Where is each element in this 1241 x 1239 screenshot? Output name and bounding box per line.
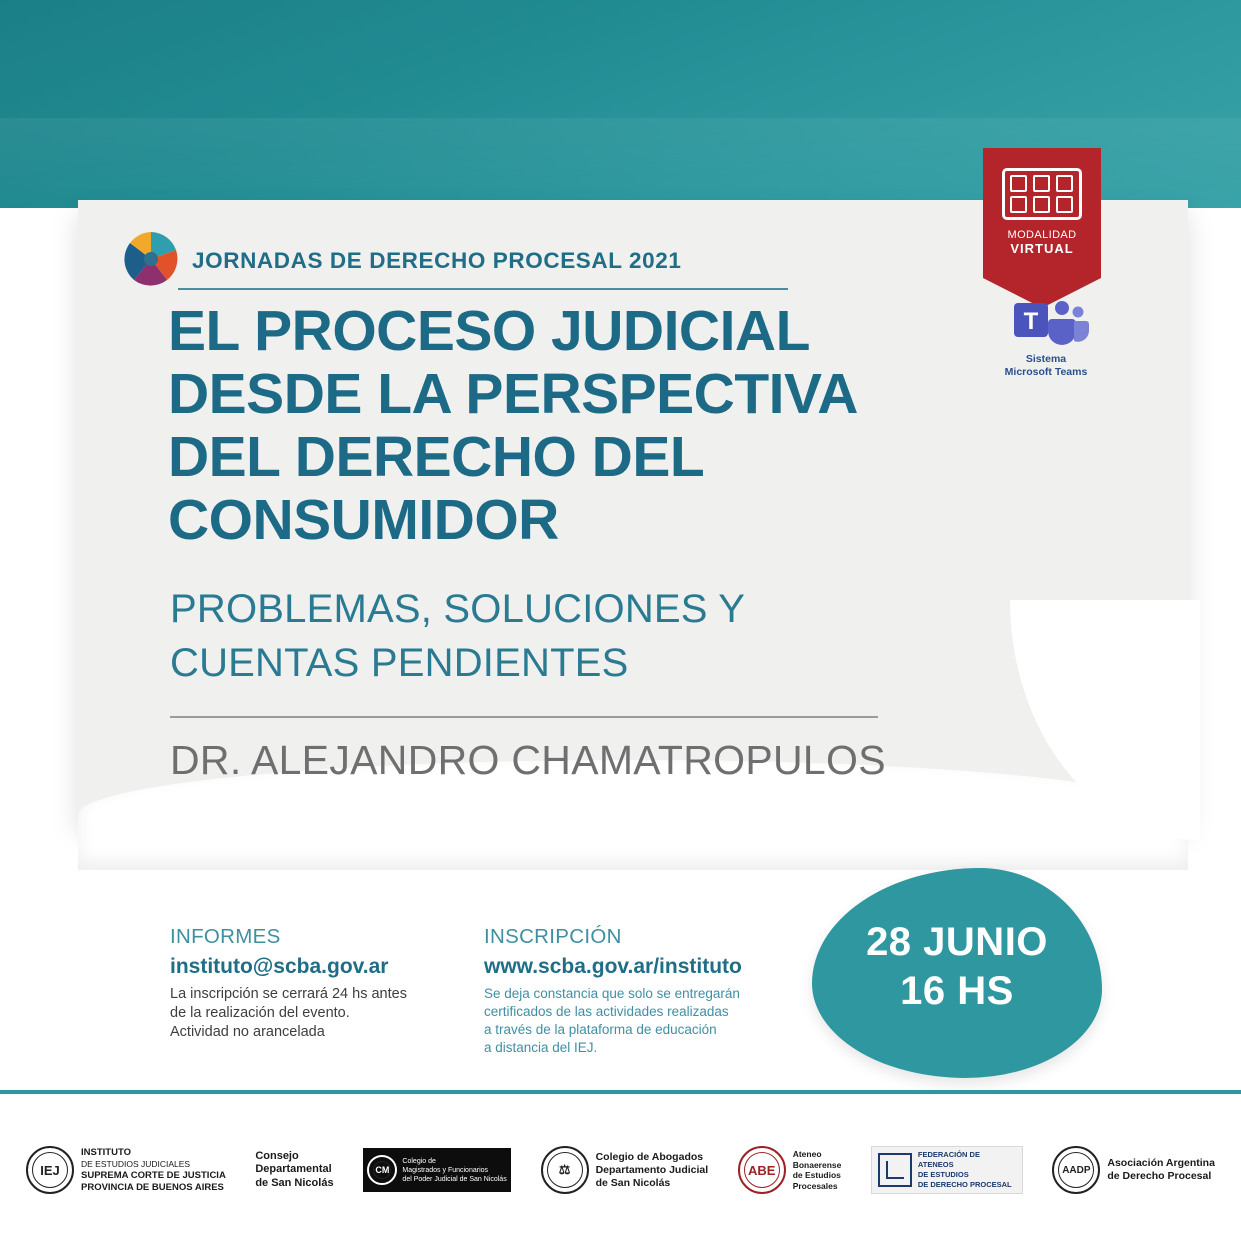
- sponsor-abogados-line3: de San Nicolás: [595, 1176, 671, 1189]
- sponsor-consejo-text: [255, 1150, 333, 1191]
- informes-title: INFORMES: [170, 925, 281, 948]
- sponsor-magistrados-line3: del Poder Judicial de San Nicolás: [402, 1175, 507, 1183]
- inscripcion-note: [484, 985, 814, 1057]
- sponsor-consejo-line3: de San Nicolás: [255, 1176, 334, 1189]
- inscripcion-note-line1: Se deja constancia que solo se entregarán: [484, 986, 740, 1001]
- sponsor-ateneo-line4: Procesales: [792, 1180, 838, 1191]
- eyebrow-title: JORNADAS DE DERECHO PROCESAL 2021: [192, 248, 682, 273]
- date-line2: 16 HS: [900, 969, 1014, 1013]
- sponsor-federacion-line1: FEDERACIÓN DE ATENEOS: [917, 1150, 980, 1169]
- inscripcion-block: [484, 925, 814, 1057]
- inscripcion-url[interactable]: www.scba.gov.ar/instituto: [484, 955, 742, 978]
- microsoft-teams-badge: [1000, 295, 1092, 383]
- page-title: EL PROCESO JUDICIAL DESDE LA PERSPECTIVA DEL DERECHO DEL CONSUMIDOR: [168, 299, 856, 552]
- teams-caption: [992, 353, 1100, 379]
- teams-caption-line1: Sistema: [1025, 353, 1067, 365]
- speaker-divider: [170, 716, 878, 718]
- sponsor-federacion-line3: DE DERECHO PROCESAL: [917, 1180, 1012, 1189]
- inscripcion-note-line2: certificados de las actividades realizadas: [484, 1004, 729, 1019]
- inscripcion-title: INSCRIPCIÓN: [484, 925, 622, 948]
- sponsor-magistrados-line2: Magistrados y Funcionarios: [402, 1166, 489, 1174]
- iej-logo-icon: [122, 230, 180, 288]
- sponsor-iej-line3: SUPREMA CORTE DE JUSTICIA: [81, 1170, 226, 1181]
- informes-block: [170, 925, 460, 1042]
- svg-text:T: T: [1023, 308, 1039, 335]
- ribbon-label: [983, 228, 1101, 256]
- sponsor-iej-text: [81, 1147, 226, 1193]
- instituto-estudios-judiciales-seal-icon: IEJ: [26, 1146, 74, 1194]
- ribbon-body: [983, 148, 1101, 278]
- video-grid-icon: [1002, 168, 1082, 220]
- sponsor-magistrados: [363, 1148, 511, 1192]
- sponsor-list: [0, 1125, 1241, 1215]
- date-line1: 28 JUNIO: [866, 920, 1048, 964]
- sponsor-aadp: [1052, 1146, 1215, 1194]
- sponsor-aadp-line1: Asociación Argentina: [1107, 1157, 1215, 1169]
- sponsor-ateneo-line2: Bonaerense: [792, 1159, 842, 1170]
- sponsor-consejo-line1: Consejo: [255, 1149, 299, 1162]
- sponsor-aadp-text: [1107, 1157, 1215, 1183]
- microsoft-teams-icon: [1000, 295, 1092, 351]
- inscripcion-note-line3: a través de la plataforma de educación: [484, 1022, 717, 1037]
- ribbon-label-bottom: VIRTUAL: [1010, 241, 1074, 256]
- federacion-ateneos-logo-icon: [871, 1146, 1023, 1194]
- sponsor-ateneo: [738, 1146, 842, 1194]
- informes-email[interactable]: instituto@scba.gov.ar: [170, 955, 389, 978]
- ribbon-label-top: MODALIDAD: [1007, 229, 1077, 241]
- sponsor-iej-line2: DE ESTUDIOS JUDICIALES: [81, 1158, 191, 1169]
- modalidad-virtual-ribbon: [983, 148, 1101, 308]
- sponsor-federacion-line2: DE ESTUDIOS: [917, 1170, 969, 1179]
- ateneo-bonaerense-seal-icon: ABE: [738, 1146, 786, 1194]
- sponsor-abogados-line1: Colegio de Abogados: [595, 1150, 704, 1163]
- colegio-abogados-seal-icon: ⚖: [541, 1146, 589, 1194]
- sponsor-magistrados-text: [402, 1157, 506, 1184]
- sponsor-ateneo-line3: de Estudios: [792, 1170, 841, 1180]
- page-subtitle: PROBLEMAS, SOLUCIONES Y CUENTAS PENDIENTES: [170, 587, 745, 685]
- sponsor-iej: [26, 1146, 226, 1194]
- sponsor-federacion-text: [918, 1150, 1016, 1190]
- inscripcion-note-line4: a distancia del IEJ.: [484, 1040, 598, 1055]
- sponsor-aadp-line2: de Derecho Procesal: [1107, 1170, 1212, 1182]
- sponsor-ateneo-line1: Ateneo: [792, 1149, 822, 1159]
- sponsor-iej-line1: INSTITUTO: [81, 1147, 131, 1158]
- informes-note-line1: La inscripción se cerrará 24 hs antes: [170, 986, 407, 1002]
- eyebrow-rule: [178, 288, 788, 290]
- sponsor-iej-line4: PROVINCIA DE BUENOS AIRES: [81, 1181, 224, 1193]
- sponsor-colegio-abogados-text: [596, 1151, 709, 1190]
- sponsor-magistrados-line1: Colegio de: [402, 1157, 436, 1165]
- sponsor-ateneo-text: [793, 1149, 842, 1191]
- sponsor-federacion: [871, 1146, 1023, 1194]
- sponsor-consejo-line2: Departamental: [255, 1163, 332, 1176]
- colegio-magistrados-logo-icon: CM Colegio de Magistrados y Funcionarios del Poder Judicial de San Nicolás: [363, 1148, 511, 1192]
- sponsor-colegio-abogados: [541, 1146, 709, 1194]
- informes-note-line3: Actividad no arancelada: [170, 1024, 325, 1040]
- asociacion-argentina-seal-icon: AADP: [1052, 1146, 1100, 1194]
- date-text: [812, 918, 1102, 1016]
- teams-caption-line2: Microsoft Teams: [1004, 366, 1088, 378]
- informes-note: [170, 985, 460, 1042]
- speaker-name: DR. ALEJANDRO CHAMATROPULOS: [170, 737, 886, 783]
- sponsor-consejo: [255, 1150, 333, 1191]
- informes-note-line2: de la realización del evento.: [170, 1005, 350, 1021]
- sponsor-abogados-line2: Departamento Judicial: [595, 1163, 709, 1176]
